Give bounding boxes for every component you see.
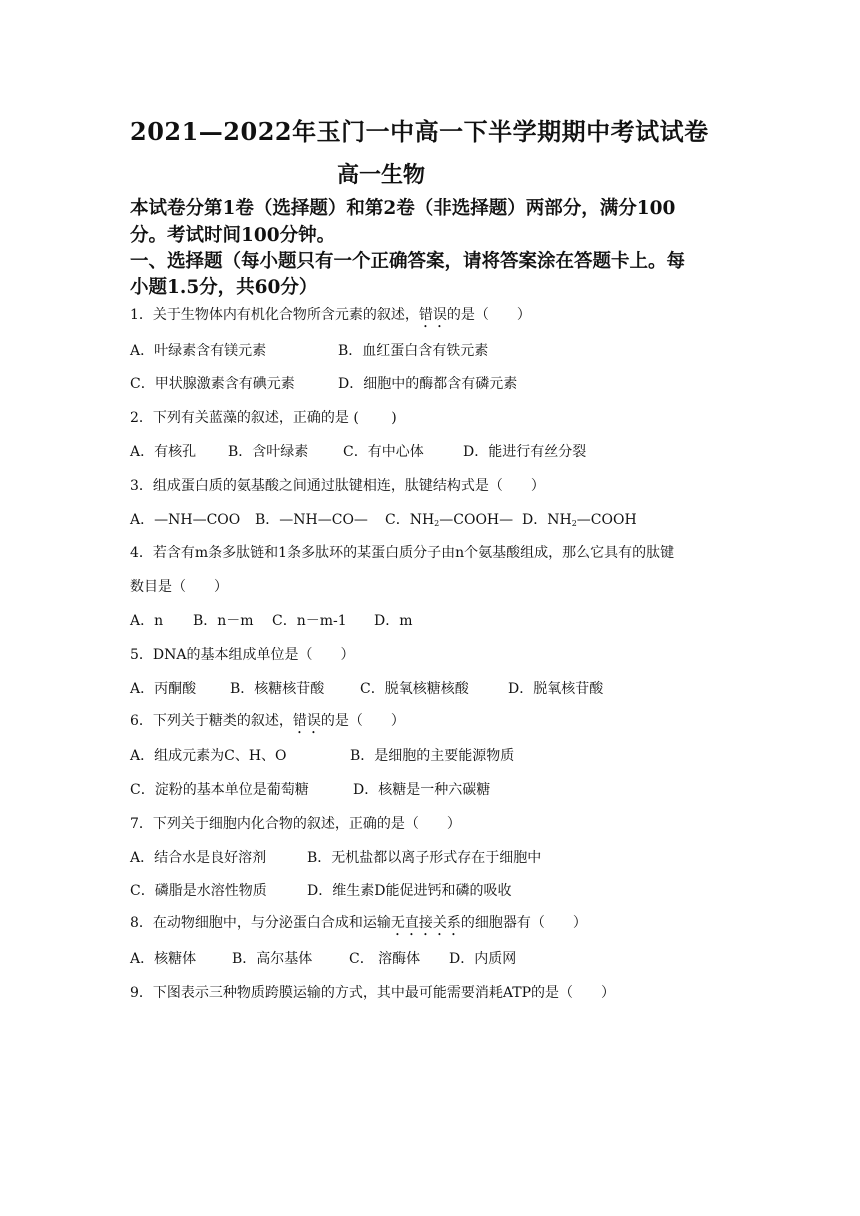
question-6-option-a: A．组成元素为C、H、O (130, 748, 287, 764)
intro-line-1: 本试卷分第1卷（选择题）和第2卷（非选择题）两部分，满分100 (130, 198, 676, 219)
question-1-options-row-2 (130, 374, 517, 394)
question-3-option-b: B．—NH—CO— (255, 512, 368, 528)
question-6-option-c: C．淀粉的基本单位是葡萄糖 (130, 782, 309, 798)
question-1-stem-end: 的是（ ） (446, 307, 531, 323)
question-5-option-d: D．脱氧核苷酸 (508, 681, 604, 697)
question-3-option-c (385, 510, 522, 534)
question-8-option-c: C． 溶酶体 (349, 951, 421, 967)
question-1-option-d: D．细胞中的酶都含有磷元素 (338, 376, 518, 392)
question-5-options (130, 679, 603, 699)
question-7-option-c: C．磷脂是水溶性物质 (130, 883, 267, 899)
question-2-options (130, 442, 586, 462)
question-3-option-d-pre: D．NH (522, 512, 572, 528)
question-3-option-c-post: —COOH— (439, 512, 514, 528)
question-8-option-a: A．核糖体 (130, 951, 197, 967)
question-1-emphasis: 错误 (418, 307, 447, 323)
question-8-option-d: D．内质网 (449, 951, 517, 967)
question-8-stem-text: 8．在动物细胞中，与分泌蛋白合成和运输 (130, 915, 391, 931)
question-3-option-c-pre: C．NH (385, 512, 435, 528)
question-7-options-row-2 (130, 881, 511, 901)
question-2-stem: 2．下列有关蓝藻的叙述，正确的是 ( ) (130, 410, 397, 426)
question-4-stem-line-1: 4．若含有m条多肽链和1条多肽环的某蛋白质分子由n个氨基酸组成，那么它具有的肽键 (130, 545, 675, 561)
question-2-option-c: C．有中心体 (343, 444, 424, 460)
question-3-option-d (522, 510, 637, 534)
question-6-stem (130, 711, 405, 737)
exam-title: 2021—2022年玉门一中高一下半学期期中考试试卷 (130, 117, 709, 146)
section-heading-line-2: 小题1.5分，共60分） (130, 277, 318, 298)
question-1-option-c: C．甲状腺激素含有碘元素 (130, 376, 295, 392)
question-2-option-b: B．含叶绿素 (228, 444, 309, 460)
question-3-options (130, 510, 637, 534)
question-2-option-d: D．能进行有丝分裂 (463, 444, 587, 460)
exam-subtitle: 高一生物 (337, 162, 426, 188)
question-4-stem-line-2: 数目是（ ） (130, 579, 228, 595)
question-3-option-d-post: —COOH (576, 512, 637, 528)
question-4-option-d: D．m (374, 613, 413, 629)
section-heading-line-1: 一、选择题（每小题只有一个正确答案，请将答案涂在答题卡上。每 (130, 251, 686, 272)
question-7-option-a: A．结合水是良好溶剂 (130, 850, 267, 866)
question-8-stem-end: 的细胞器有（ ） (460, 915, 587, 931)
question-3-option-a: A．—NH—COO (130, 512, 241, 528)
question-7-option-d: D．维生素D能促进钙和磷的吸收 (307, 883, 512, 899)
question-3-stem: 3．组成蛋白质的氨基酸之间通过肽键相连，肽键结构式是（ ） (130, 478, 545, 494)
question-8-options (130, 949, 516, 969)
question-4-option-b: B．n－m (193, 613, 254, 629)
question-9-stem: 9．下图表示三种物质跨膜运输的方式，其中最可能需要消耗ATP的是（ ） (130, 985, 616, 1001)
question-1-option-b: B．血红蛋白含有铁元素 (338, 343, 489, 359)
question-5-stem: 5．DNA的基本组成单位是（ ） (130, 647, 355, 663)
question-1-stem (130, 305, 531, 331)
question-5-option-c: C．脱氧核糖核酸 (360, 681, 469, 697)
question-5-option-b: B．核糖核苷酸 (230, 681, 325, 697)
question-8-emphasis: 无直接关系 (390, 915, 461, 931)
question-6-options-row-1 (130, 746, 514, 766)
intro-line-2: 分。考试时间100分钟。 (130, 225, 336, 246)
question-6-option-d: D．核糖是一种六碳糖 (353, 782, 491, 798)
question-4-option-c: C．n－m-1 (272, 613, 347, 629)
question-7-option-b: B．无机盐都以离子形式存在于细胞中 (307, 850, 542, 866)
question-6-options-row-2 (130, 780, 490, 800)
question-2-option-a: A．有核孔 (130, 444, 197, 460)
question-6-option-b: B．是细胞的主要能源物质 (350, 748, 515, 764)
question-4-options (130, 611, 413, 631)
question-7-stem: 7．下列关于细胞内化合物的叙述，正确的是（ ） (130, 816, 461, 832)
question-8-option-b: B．高尔基体 (232, 951, 313, 967)
question-8-stem (130, 913, 587, 939)
question-1-option-a: A．叶绿素含有镁元素 (130, 343, 267, 359)
question-6-emphasis: 错误 (292, 713, 321, 729)
question-1-stem-text: 1．关于生物体内有机化合物所含元素的叙述， (130, 307, 419, 323)
question-4-option-a: A．n (130, 613, 164, 629)
question-3-option-d-sub: 2 (571, 519, 577, 528)
question-5-option-a: A．丙酮酸 (130, 681, 197, 697)
question-1-options-row-1 (130, 341, 488, 361)
question-3-option-c-sub: 2 (434, 519, 440, 528)
question-6-stem-text: 6．下列关于糖类的叙述， (130, 713, 293, 729)
question-6-stem-end: 的是（ ） (320, 713, 405, 729)
question-7-options-row-1 (130, 848, 541, 868)
